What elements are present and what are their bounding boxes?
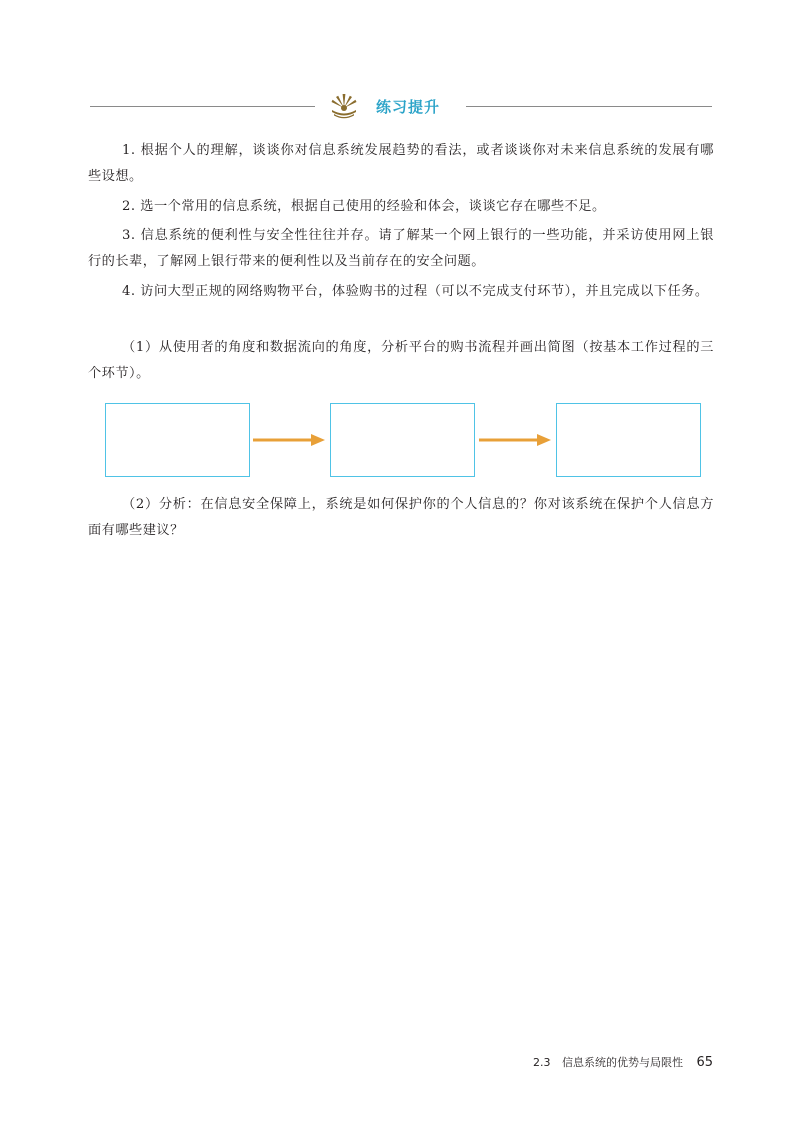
- page-footer: [533, 1054, 713, 1072]
- exercise-3: 3. 信息系统的便利性与安全性往往并存。请了解某一个网上银行的一些功能，并采访使用网上银行的长辈，了解网上银行带来的便利性以及当前存在的安全问题。: [88, 228, 714, 269]
- right-arrow-icon: [479, 433, 551, 447]
- right-arrow-icon: [253, 433, 325, 447]
- exercise-1: 1. 根据个人的理解，谈谈你对信息系统发展趋势的看法，或者谈谈你对未来信息系统的发展有哪些设想。: [88, 143, 714, 184]
- sun-rays-logo-icon: [328, 90, 360, 120]
- header-rule-right: [466, 106, 712, 107]
- flow-box-step-2: [330, 403, 475, 477]
- footer-section-number: 2.3: [532, 1056, 551, 1069]
- footer-chapter-title: 信息系统的优势与局限性: [561, 1056, 683, 1069]
- exercise-4-task-1: （1）从使用者的角度和数据流向的角度，分析平台的购书流程并画出简图（按基本工作过程的三个环节）。: [88, 340, 714, 381]
- page-number: 65: [696, 1055, 713, 1070]
- exercise-2: 2. 选一个常用的信息系统，根据自己使用的经验和体会，谈谈它存在哪些不足。: [122, 199, 606, 214]
- header-rule-left: [90, 106, 315, 107]
- flow-box-step-3: [556, 403, 701, 477]
- flow-box-step-1: [105, 403, 250, 477]
- exercise-4: 4. 访问大型正规的网络购物平台，体验购书的过程（可以不完成支付环节），并且完成以下任务。: [122, 284, 709, 299]
- exercise-4-task-2: （2）分析：在信息安全保障上，系统是如何保护你的个人信息的？你对该系统在保护个人信息方面有哪些建议？: [88, 497, 714, 538]
- section-title: 练习提升: [376, 98, 441, 116]
